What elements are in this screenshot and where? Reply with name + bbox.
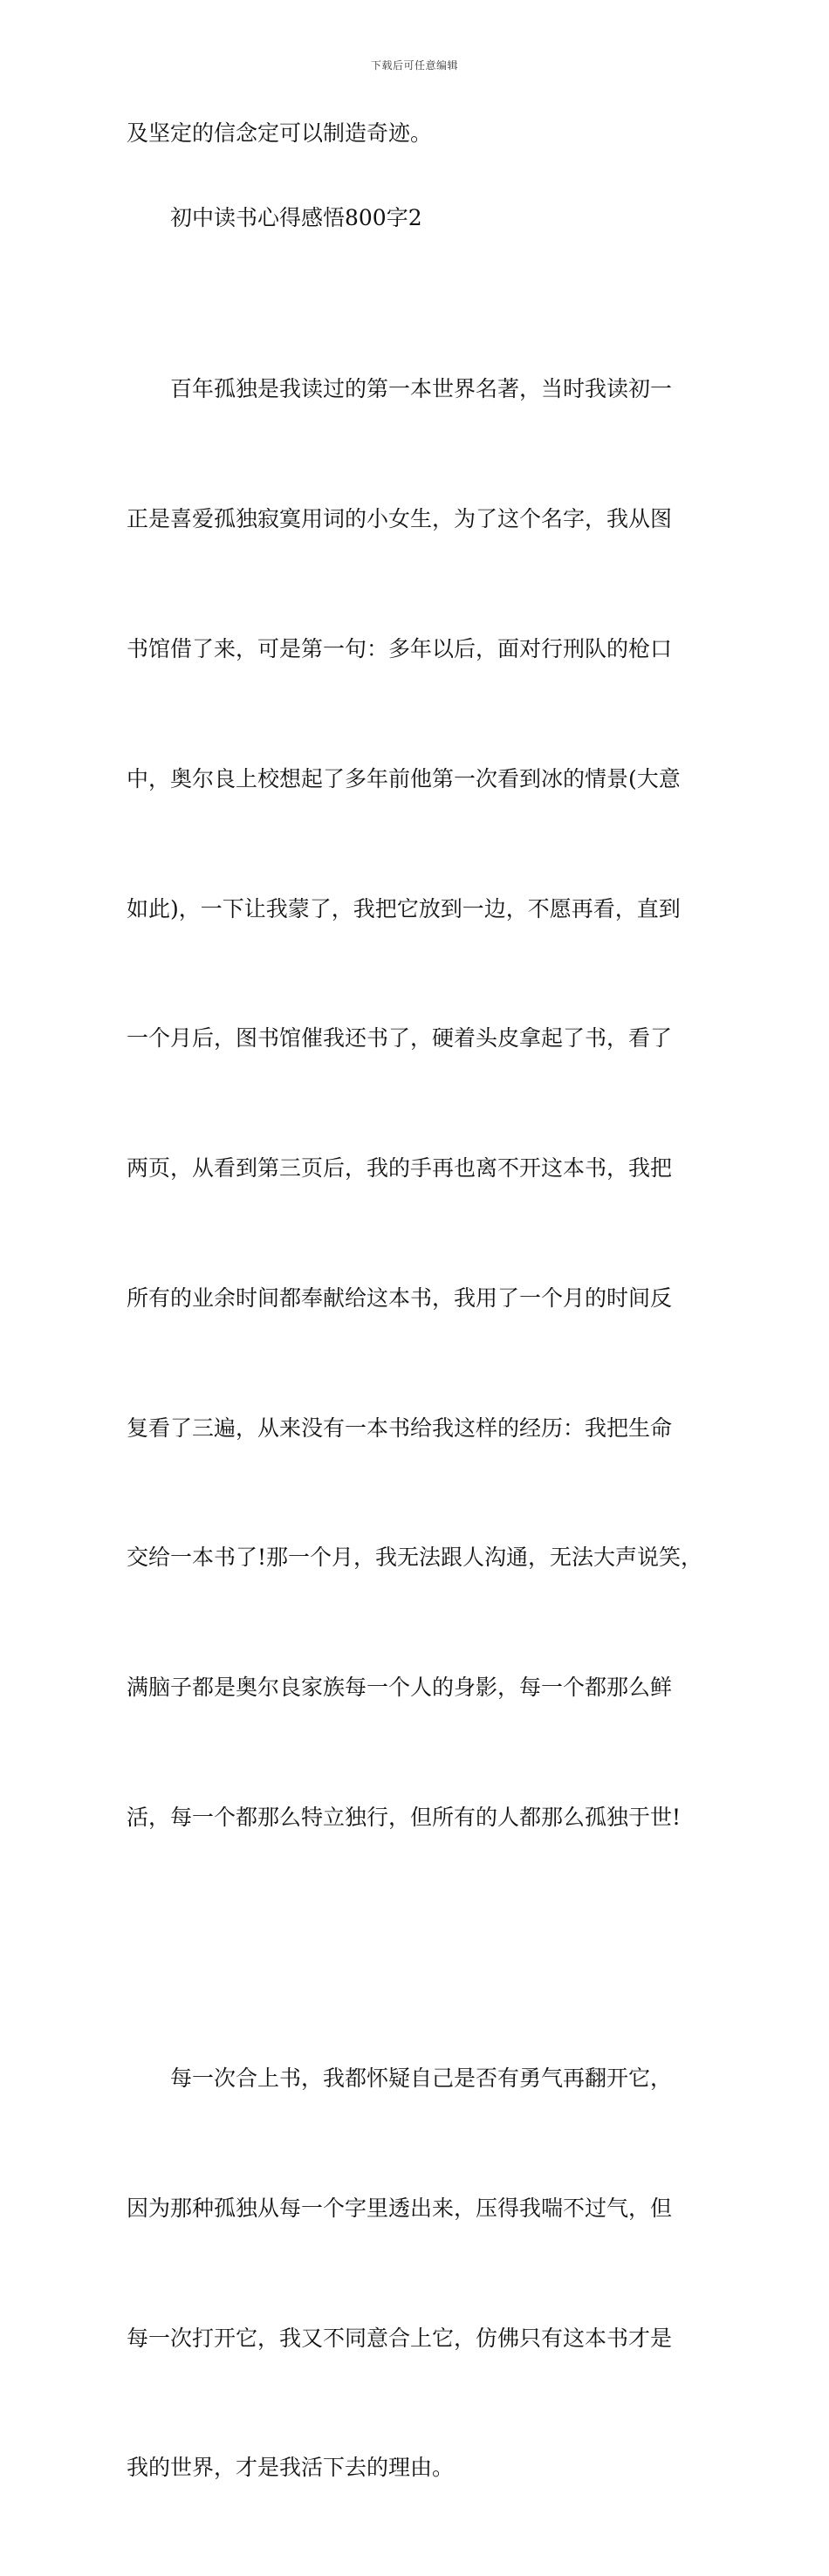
- paragraph-1: [127, 281, 720, 1926]
- paragraph-1-line: 所有的业余时间都奉献给这本书，我用了一个月的时间反: [127, 1285, 673, 1311]
- paragraph-1-line: 如此)，一下让我蒙了，我把它放到一边，不愿再看，直到: [127, 895, 681, 921]
- paragraph-2-line: 我的世界，才是我活下去的理由。: [127, 2455, 455, 2481]
- paragraph-1-line: 一个月后，图书馆催我还书了，硬着头皮拿起了书，看了: [127, 1025, 673, 1052]
- paragraph-1-line: 两页，从看到第三页后，我的手再也离不开这本书，我把: [127, 1155, 673, 1182]
- document-body: [127, 112, 720, 2576]
- paragraph-1-line: 中，奥尔良上校想起了多年前他第一次看到冰的情景(大意: [127, 765, 681, 791]
- paragraph-1-line: 满脑子都是奥尔良家族每一个人的身影，每一个都那么鲜: [127, 1675, 673, 1701]
- paragraph-1-line: 百年孤独是我读过的第一本世界名著，当时我读初一: [170, 376, 673, 402]
- paragraph-1-line: 活，每一个都那么特立独行，但所有的人都那么孤独于世!: [127, 1804, 682, 1830]
- paragraph-2-line: 因为那种孤独从每一个字里透出来，压得我喘不过气，但: [127, 2195, 673, 2221]
- paragraph-1-line: 交给一本书了!那一个月，我无法跟人沟通，无法大声说笑，: [127, 1545, 703, 1571]
- paragraph-1-line: 正是喜爱孤独寂寞用词的小女生，为了这个名字，我从图: [127, 506, 673, 532]
- paragraph-1-line: 复看了三遍，从来没有一本书给我这样的经历：我把生命: [127, 1415, 673, 1441]
- paragraph-2-line: 每一次合上书，我都怀疑自己是否有勇气再翻开它，: [170, 2065, 673, 2091]
- paragraph-1-line: 书馆借了来，可是第一句：多年以后，面对行刑队的枪口: [127, 635, 673, 661]
- continuation-text: 及坚定的信念定可以制造奇迹。: [127, 120, 433, 146]
- section-heading: 初中读书心得感悟800字2: [170, 204, 422, 230]
- paragraph-2: [127, 1970, 720, 2576]
- header-note: 下载后可任意编辑: [370, 59, 458, 72]
- paragraph-2-line: 每一次打开它，我又不同意合上它，仿佛只有这本书才是: [127, 2325, 673, 2351]
